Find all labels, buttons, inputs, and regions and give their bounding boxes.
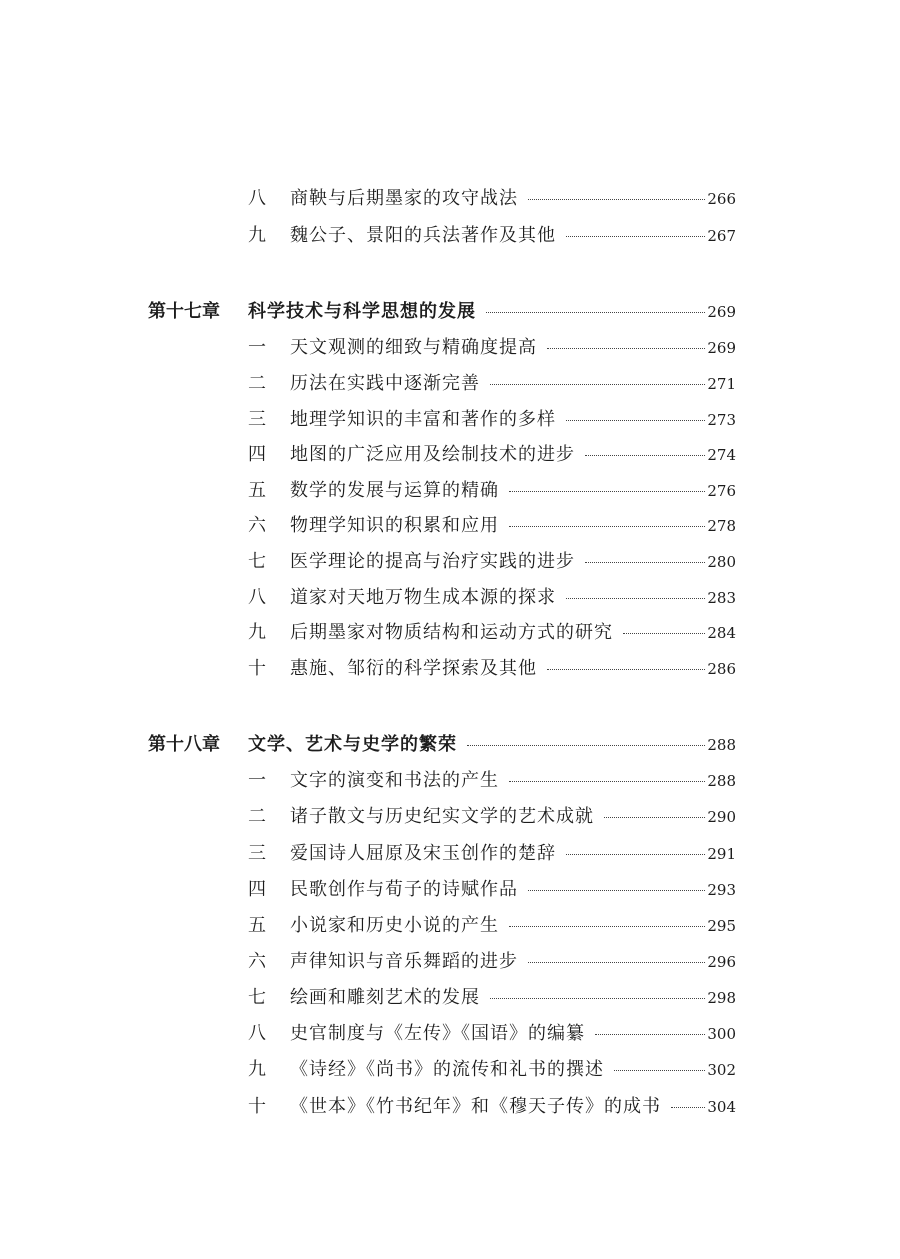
page-number: 291: [707, 845, 736, 863]
page-number: 276: [707, 482, 736, 500]
page-number: 271: [707, 375, 736, 393]
section-number: 十: [248, 658, 266, 679]
entry-line: [290, 842, 736, 866]
page-number: 286: [707, 660, 736, 678]
section-number: 六: [248, 951, 266, 972]
section-number: 三: [248, 409, 266, 430]
toc-entry[interactable]: [0, 948, 900, 978]
section-title: 史官制度与《左传》《国语》的编纂: [290, 1023, 585, 1044]
section-number: 五: [248, 480, 266, 501]
page-number: 274: [707, 446, 736, 464]
dot-leader: [566, 853, 705, 855]
entry-line: [290, 550, 736, 574]
section-title: 《世本》《竹书纪年》和《穆天子传》的成书: [290, 1096, 661, 1117]
page-number: 283: [707, 589, 736, 607]
entry-line: [290, 805, 736, 829]
entry-line: [290, 986, 736, 1010]
entry-line: [290, 443, 736, 467]
section-title: 历法在实践中逐渐完善: [290, 373, 480, 394]
entry-line: [290, 1022, 736, 1046]
page-number: 300: [707, 1025, 736, 1043]
section-number: 九: [248, 622, 266, 643]
section-title: 文字的演变和书法的产生: [290, 770, 499, 791]
entry-line: [290, 514, 736, 538]
section-number: 八: [248, 188, 266, 209]
page-number: 290: [707, 808, 736, 826]
entry-line: [290, 914, 736, 938]
toc-entry[interactable]: [0, 619, 900, 649]
section-title: 商鞅与后期墨家的攻守战法: [290, 188, 518, 209]
section-title: 《诗经》《尚书》的流传和礼书的撰述: [290, 1059, 604, 1080]
toc-entry[interactable]: [0, 1020, 900, 1050]
section-title: 数学的发展与运算的精确: [290, 480, 499, 501]
dot-leader: [585, 561, 705, 563]
toc-entry[interactable]: [0, 222, 900, 252]
section-number: 六: [248, 515, 266, 536]
section-number: 七: [248, 987, 266, 1008]
chapter-heading[interactable]: [0, 298, 900, 328]
dot-leader: [509, 780, 705, 782]
entry-line: [290, 187, 736, 211]
section-number: 一: [248, 337, 266, 358]
section-title: 声律知识与音乐舞蹈的进步: [290, 951, 518, 972]
section-title: 地理学知识的丰富和著作的多样: [290, 409, 556, 430]
chapter-title: 文学、艺术与史学的繁荣: [248, 734, 457, 755]
section-title: 爱国诗人屈原及宋玉创作的楚辞: [290, 843, 556, 864]
section-title: 绘画和雕刻艺术的发展: [290, 987, 480, 1008]
entry-line: [290, 621, 736, 645]
entry-line: [290, 224, 736, 248]
entry-line: [290, 479, 736, 503]
toc-entry[interactable]: [0, 477, 900, 507]
section-number: 八: [248, 1023, 266, 1044]
toc-entry[interactable]: [0, 512, 900, 542]
dot-leader: [566, 235, 705, 237]
toc-entry[interactable]: [0, 548, 900, 578]
page-number: 278: [707, 517, 736, 535]
section-number: 九: [248, 1059, 266, 1080]
page-number: 296: [707, 953, 736, 971]
toc-entry[interactable]: [0, 1056, 900, 1086]
section-number: 七: [248, 551, 266, 572]
entry-line: [248, 300, 736, 324]
toc-entry[interactable]: [0, 370, 900, 400]
entry-line: [290, 336, 736, 360]
dot-leader: [595, 1033, 705, 1035]
toc-entry[interactable]: [0, 584, 900, 614]
toc-entry[interactable]: [0, 912, 900, 942]
section-number: 八: [248, 587, 266, 608]
dot-leader: [467, 744, 705, 746]
chapter-number: 第十七章: [148, 301, 220, 322]
page-number: 280: [707, 553, 736, 571]
toc-entry[interactable]: [0, 655, 900, 685]
page-number: 302: [707, 1061, 736, 1079]
chapter-number: 第十八章: [148, 734, 220, 755]
section-title: 天文观测的细致与精确度提高: [290, 337, 537, 358]
entry-line: [290, 878, 736, 902]
section-number: 二: [248, 373, 266, 394]
entry-line: [290, 408, 736, 432]
dot-leader: [490, 997, 705, 999]
dot-leader: [486, 311, 705, 313]
section-title: 小说家和历史小说的产生: [290, 915, 499, 936]
dot-leader: [528, 889, 705, 891]
chapter-heading[interactable]: [0, 731, 900, 761]
dot-leader: [509, 490, 705, 492]
entry-line: [290, 769, 736, 793]
page-number: 295: [707, 917, 736, 935]
dot-leader: [566, 419, 705, 421]
section-title: 物理学知识的积累和应用: [290, 515, 499, 536]
toc-entry[interactable]: [0, 334, 900, 364]
section-title: 诸子散文与历史纪实文学的艺术成就: [290, 806, 594, 827]
page-number: 304: [707, 1098, 736, 1116]
page-number: 288: [707, 736, 736, 754]
page-number: 267: [707, 227, 736, 245]
dot-leader: [623, 632, 705, 634]
section-title: 民歌创作与荀子的诗赋作品: [290, 879, 518, 900]
dot-leader: [547, 347, 705, 349]
dot-leader: [585, 454, 705, 456]
dot-leader: [671, 1106, 705, 1108]
toc-entry[interactable]: [0, 441, 900, 471]
section-number: 四: [248, 879, 266, 900]
page-number: 273: [707, 411, 736, 429]
toc-entry[interactable]: [0, 406, 900, 436]
page-number: 284: [707, 624, 736, 642]
dot-leader: [509, 525, 705, 527]
section-title: 惠施、邹衍的科学探索及其他: [290, 658, 537, 679]
dot-leader: [604, 816, 705, 818]
page-number: 269: [707, 339, 736, 357]
section-number: 二: [248, 806, 266, 827]
toc-entry[interactable]: [0, 1093, 900, 1123]
dot-leader: [528, 198, 705, 200]
entry-line: [290, 657, 736, 681]
chapter-title: 科学技术与科学思想的发展: [248, 301, 476, 322]
section-title: 魏公子、景阳的兵法著作及其他: [290, 225, 556, 246]
dot-leader: [614, 1069, 705, 1071]
dot-leader: [528, 961, 705, 963]
dot-leader: [490, 383, 705, 385]
toc-entry[interactable]: [0, 876, 900, 906]
page-number: 266: [707, 190, 736, 208]
entry-line: [290, 950, 736, 974]
toc-entry[interactable]: [0, 984, 900, 1014]
entry-line: [290, 1095, 736, 1119]
entry-line: [290, 1058, 736, 1082]
toc-entry[interactable]: [0, 840, 900, 870]
page-number: 288: [707, 772, 736, 790]
section-number: 五: [248, 915, 266, 936]
dot-leader: [509, 925, 705, 927]
dot-leader: [566, 597, 705, 599]
section-number: 三: [248, 843, 266, 864]
entry-line: [290, 586, 736, 610]
section-title: 医学理论的提高与治疗实践的进步: [290, 551, 575, 572]
dot-leader: [547, 668, 705, 670]
entry-line: [290, 372, 736, 396]
section-number: 十: [248, 1096, 266, 1117]
section-number: 九: [248, 225, 266, 246]
section-title: 道家对天地万物生成本源的探求: [290, 587, 556, 608]
section-number: 四: [248, 444, 266, 465]
page-number: 298: [707, 989, 736, 1007]
section-number: 一: [248, 770, 266, 791]
page-number: 269: [707, 303, 736, 321]
toc-entry[interactable]: [0, 803, 900, 833]
section-title: 地图的广泛应用及绘制技术的进步: [290, 444, 575, 465]
toc-entry[interactable]: [0, 185, 900, 215]
page-number: 293: [707, 881, 736, 899]
toc-entry[interactable]: [0, 767, 900, 797]
entry-line: [248, 733, 736, 757]
section-title: 后期墨家对物质结构和运动方式的研究: [290, 622, 613, 643]
